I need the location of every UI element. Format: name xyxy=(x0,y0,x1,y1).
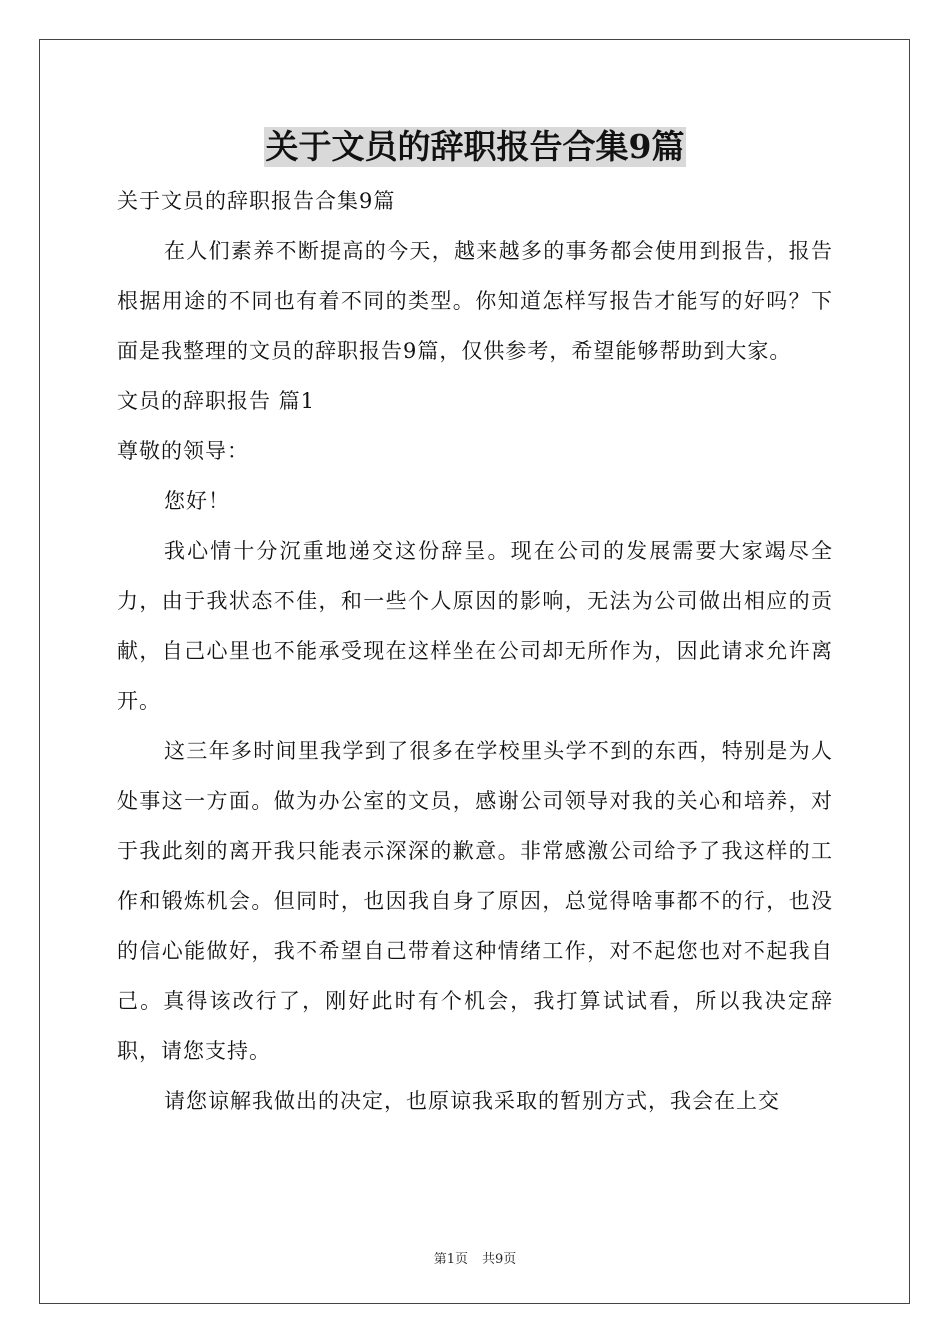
page-footer xyxy=(0,1248,950,1267)
page-number-current: 第1页 xyxy=(433,1252,468,1267)
document-subtitle: 关于文员的辞职报告合集9篇 xyxy=(117,189,396,213)
greeting: 您好！ xyxy=(164,489,230,513)
body-paragraph: 请您谅解我做出的决定，也原谅我采取的暂别方式，我会在上交 xyxy=(164,1089,780,1113)
salutation: 尊敬的领导： xyxy=(117,439,249,463)
document-body xyxy=(117,176,833,1126)
title-container xyxy=(0,127,950,167)
body-paragraph: 这三年多时间里我学到了很多在学校里头学不到的东西，特别是为人处事这一方面。做为办公室的文员，感谢公司领导对我的关心和培养，对于我此刻的离开我只能表示深深的歉意。非常感激公司给予了我这样的工作和锻炼机会。但同时，也因我自身了原因，总觉得啥事都不的行，也没的信心能做好，我不希望自己带着这种情绪工作，对不起您也对不起我自己。真得该改行了，刚好此时有个机会，我打算试试看，所以我决定辞职，请您支持。 xyxy=(117,739,833,1063)
document-title: 关于文员的辞职报告合集9篇 xyxy=(265,127,685,166)
intro-paragraph: 在人们素养不断提高的今天，越来越多的事务都会使用到报告，报告根据用途的不同也有着不同的类型。你知道怎样写报告才能写的好吗？下面是我整理的文员的辞职报告9篇，仅供参考，希望能够帮助到大家。 xyxy=(117,239,833,363)
body-paragraph: 我心情十分沉重地递交这份辞呈。现在公司的发展需要大家竭尽全力，由于我状态不佳，和一些个人原因的影响，无法为公司做出相应的贡献，自己心里也不能承受现在这样坐在公司却无所作为，因此请求允许离开。 xyxy=(117,539,833,713)
section-heading: 文员的辞职报告 篇1 xyxy=(117,389,316,413)
page-number-total: 共9页 xyxy=(482,1252,517,1267)
